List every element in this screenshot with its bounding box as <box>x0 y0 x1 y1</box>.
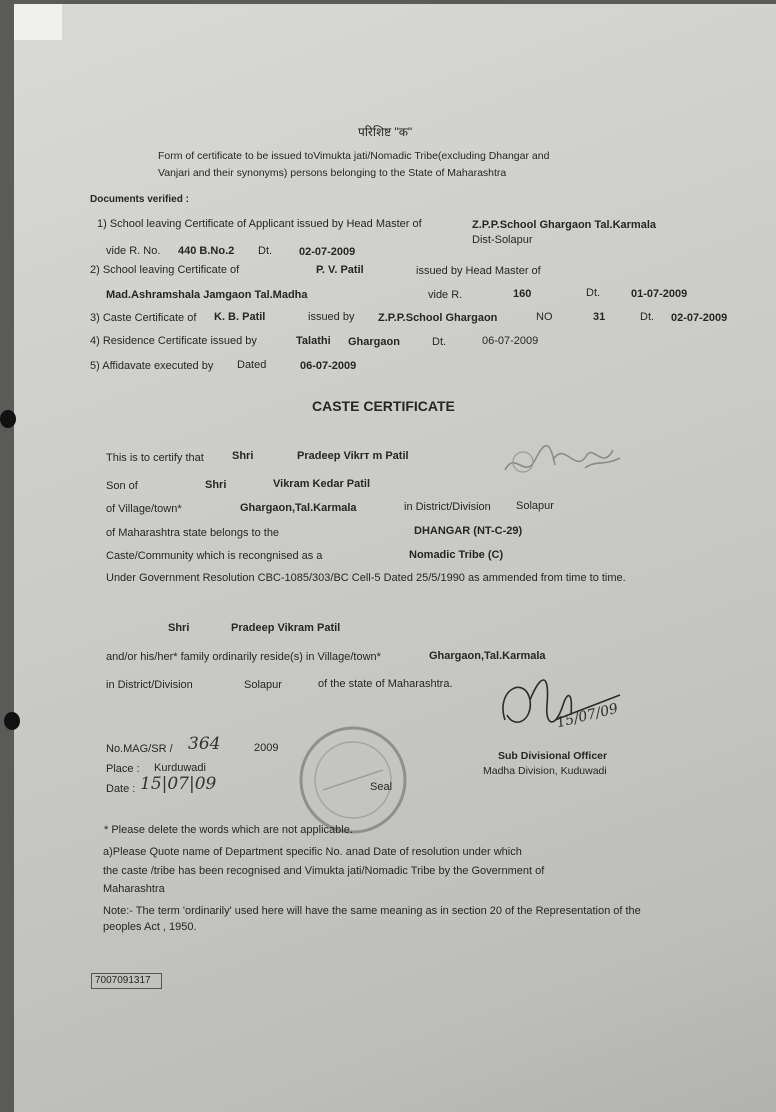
doc3-name: K. B. Patil <box>214 311 266 323</box>
doc4-dt-label: Dt. <box>432 336 447 348</box>
doc3-dt-label: Dt. <box>640 311 655 323</box>
district2-label: in District/Division <box>106 679 193 691</box>
doc2-label: 2) School leaving Certificate of <box>90 264 240 276</box>
certify-label: This is to certify that <box>106 452 204 464</box>
doc5-dated-label: Dated <box>237 359 267 371</box>
son-of-label: Son of <box>106 480 138 492</box>
doc4-issuer: Talathi <box>296 335 331 347</box>
doc5-label: 5) Affidavate executed by <box>90 360 214 372</box>
doc1-number: 440 B.No.2 <box>178 245 235 257</box>
doc3-date: 02-07-2009 <box>671 312 728 324</box>
page-corner <box>14 4 62 40</box>
doc3-number: 31 <box>593 311 606 323</box>
reference-number-label: No.MAG/SR / <box>106 743 173 755</box>
note-quote-department: a)Please Quote name of Department specific No. anad Date of resolution under which <box>103 846 522 858</box>
punch-hole-top <box>0 410 16 428</box>
officer-title: Sub Divisional Officer <box>498 750 608 762</box>
place-label: Place : <box>106 763 140 775</box>
officer-division: Madha Division, Kuduwadi <box>483 765 607 777</box>
doc2-issued-label: issued by Head Master of <box>416 265 541 277</box>
doc2-school: Mad.Ashramshala Jamgaon Tal.Madha <box>106 289 308 301</box>
state2-label: of the state of Maharashtra. <box>318 678 453 690</box>
hindi-title: परिशिष्ट "क" <box>358 125 413 139</box>
doc3-no-label: NO <box>536 311 553 323</box>
doc3-label: 3) Caste Certificate of <box>90 312 197 324</box>
district-label: in District/Division <box>404 501 491 513</box>
district2-name: Solapur <box>244 679 282 691</box>
note-peoples-act: peoples Act , 1950. <box>103 921 197 933</box>
note-ordinarily: Note:- The term 'ordinarily' used here will have the same meaning as in section 20 of the Representation of the <box>103 905 641 917</box>
note-delete-words: * Please delete the words which are not applicable. <box>104 824 353 836</box>
doc2-number: 160 <box>513 288 532 300</box>
official-seal <box>293 720 413 840</box>
caste-name: DHANGAR (NT-C-29) <box>414 525 523 537</box>
shri-label-2: Shri <box>168 622 190 634</box>
doc1-dt-label: Dt. <box>258 245 273 257</box>
form-description-line1: Form of certificate to be issued toVimukta jati/Nomadic Tribe(excluding Dhangar and <box>158 150 550 162</box>
doc2-date: 01-07-2009 <box>631 288 688 300</box>
date-label: Date : <box>106 783 136 795</box>
note-caste-recognised: the caste /tribe has been recognised and Vimukta jati/Nomadic Tribe by the Government of <box>103 865 545 877</box>
village-label: of Village/town* <box>106 503 182 515</box>
doc3-issued-label: issued by <box>308 311 355 323</box>
doc3-school: Z.P.P.School Ghargaon <box>378 312 498 324</box>
applicant-name-2: Pradeep Vikram Patil <box>231 622 341 634</box>
father-name: Vikram Kedar Patil <box>273 478 371 490</box>
doc4-label: 4) Residence Certificate issued by <box>90 335 257 347</box>
documents-heading: Documents verified : <box>90 194 189 205</box>
certify-shri: Shri <box>232 450 254 462</box>
doc4-place: Ghargaon <box>348 336 400 348</box>
reside-label: and/or his/her* family ordinarily reside(s) in Village/town* <box>106 651 381 663</box>
punch-hole-bottom <box>4 712 20 730</box>
reside-village: Ghargaon,Tal.Karmala <box>429 650 546 662</box>
document-id-box: 7007091317 <box>91 973 162 989</box>
reference-year: 2009 <box>254 742 279 754</box>
certificate-title: CASTE CERTIFICATE <box>312 398 455 414</box>
doc2-vide-label: vide R. <box>428 289 463 301</box>
doc1-vide-label: vide R. No. <box>106 245 161 257</box>
note-maharashtra: Maharashtra <box>103 883 165 895</box>
tribe-category: Nomadic Tribe (C) <box>409 549 504 561</box>
handwritten-date: 15|07|09 <box>140 774 217 794</box>
doc1-district: Dist-Solapur <box>472 234 533 246</box>
handwritten-reference-number: 364 <box>188 734 221 754</box>
government-resolution: Under Government Resolution CBC-1085/303/BC Cell-5 Dated 25/5/1990 as ammended from time to time. <box>106 572 626 584</box>
doc1-date: 02-07-2009 <box>299 246 356 258</box>
form-description-line2: Vanjari and their synonyms) persons belonging to the State of Maharashtra <box>158 167 507 179</box>
doc4-date: 06-07-2009 <box>482 335 539 347</box>
signature-date: 15/07/09 <box>554 700 620 732</box>
village-name: Ghargaon,Tal.Karmala <box>240 502 357 514</box>
place-name: Kurduwadi <box>154 762 206 774</box>
applicant-name: Pradeep Vikrт m Patil <box>297 450 409 462</box>
doc1-school: Z.P.P.School Ghargaon Tal.Karmala <box>472 219 657 231</box>
doc2-dt-label: Dt. <box>586 287 601 299</box>
seal-label: Seal <box>370 781 393 793</box>
handwritten-scribble <box>495 430 635 490</box>
doc2-name: P. V. Patil <box>316 264 364 276</box>
son-shri: Shri <box>205 479 227 491</box>
doc5-date: 06-07-2009 <box>300 360 357 372</box>
doc1-label: 1) School leaving Certificate of Applicant issued by Head Master of <box>97 218 422 230</box>
district-name: Solapur <box>516 500 554 512</box>
community-label: Caste/Community which is recongnised as a <box>106 550 323 562</box>
state-label: of Maharashtra state belongs to the <box>106 527 280 539</box>
